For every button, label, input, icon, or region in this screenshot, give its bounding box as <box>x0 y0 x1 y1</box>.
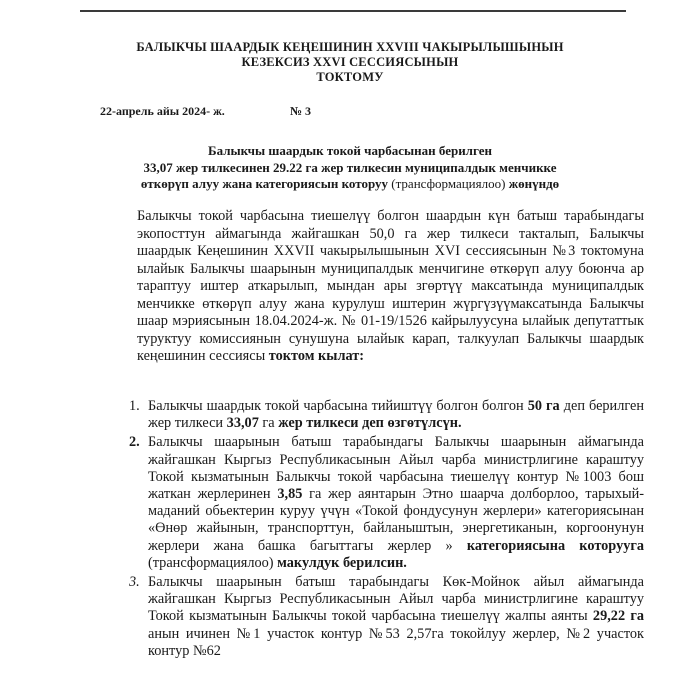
header-line-3: ТОКТОМУ <box>316 70 384 84</box>
item-bold-text: 50 га <box>527 398 560 414</box>
item-text: анын ичинен №1 участок контур №53 2,57га токойлуу жерлер, №2 участок контур №62 <box>148 625 644 659</box>
title-line-3-part-b: (трансформациялоо) <box>391 176 506 191</box>
item-bold-text: жер тилкеси деп өзгөтүлсүн. <box>278 415 462 432</box>
item-text: деп берилген жер тилкеси <box>148 398 645 432</box>
document-number: № 3 <box>290 104 312 118</box>
item-text: га жер аянтарын Этно шаарча долборлоо, тарыхый-маданий обьектерин куруу үчүн «Токой фондусунун жерлери» категориясынан «Өнөр жайынын, транспорттун, байланыштын, энергетиканын, коргоонунун жерлери жана башка багыттагы жерлер » <box>148 486 645 554</box>
title-line-3-part-c: жөнүндө <box>508 176 560 191</box>
title-line-3 <box>60 176 640 193</box>
document-title <box>60 143 640 193</box>
resolution-item-1 <box>129 398 645 432</box>
resolution-item-3 <box>129 574 644 660</box>
item-bold-text: категориясына которууга <box>466 537 645 554</box>
title-line-1: Балыкчы шаардык токой чарбасынан берилген <box>208 143 492 158</box>
item-bold-text: 33,07 <box>226 415 259 432</box>
document-date: 22-апрель айы 2024- ж. <box>100 104 225 118</box>
item-text: Балыкчы шаардык токой чарбасына тийиштүү болгон болгон <box>148 398 524 414</box>
item-text: Балыкчы шаарынын батыш тарабындагы Балыкчы шаарынын аймагында жайгашкан Кыргыз Республикасынын Айыл чарба министрлигине караштуу Токой кызматынын Балыкчы токой чарбасына тиешелүү контур №1003 бош жаткан жерлеринен <box>148 434 644 503</box>
preamble-resolution-phrase: токтом кылат: <box>268 348 365 364</box>
preamble-text <box>137 208 644 366</box>
item-text: (трансформациялоо) <box>148 554 274 571</box>
item-number: 3. <box>129 574 140 591</box>
resolution-item-2 <box>129 434 645 572</box>
preamble-main-text: Балыкчы токой чарбасына тиешелүү болгон шаардын күн батыш тарабындагы экопосттун аймагында жайгашкан 50,0 га жер тилкеси такталып, Балыкчы шаардык Кеңешинин XXVII чакырылышынын XVI сессиясынын №3 токтомуна ылайык Балыкчы шаарынын муниципалдык менчигине өткөрүп алуу боюнча ар тараптуу иштер аткарылып, мындан ары згөртүү максатында муниципалдык менчикке өткөрүп алуу жана курулуш иштерин жүргүзүүмаксатында Балыкчы шаар мэриясынын 18.04.2024-ж. № 01-19/1526 кайрылуусуна ылайык депутаттык туруктуу комиссиянын сунушуна ылайык карап, талкуулап Балыкчы шаардык кеңешинин сессиясы <box>137 208 644 364</box>
item-bold-text: 29,22 га <box>592 608 644 625</box>
item-number: 1. <box>129 398 140 414</box>
header-line-2: КЕЗЕКСИЗ XXVI СЕССИЯСЫНЫН <box>241 55 459 69</box>
item-text: га <box>262 415 275 432</box>
item-bold-text: макулдук берилсин. <box>277 554 407 571</box>
resolution-items <box>129 398 645 662</box>
title-line-2: 33,07 жер тилкесинен 29.22 га жер тилкесин муниципалдык менчикке <box>143 159 557 175</box>
item-number: 2. <box>129 434 140 451</box>
preamble-paragraph <box>137 208 644 366</box>
document-header <box>40 40 660 85</box>
title-line-3-part-a: өткөрүп алуу жана категориясын которуу <box>140 176 389 191</box>
header-line-1: БАЛЫКЧЫ ШААРДЫК КЕҢЕШИНИН XXVIII ЧАКЫРЫЛЫШЫНЫН <box>136 40 564 54</box>
item-text: Балыкчы шаарынын батыш тарабындагы Көк-Мойнок айыл аймагында жайгашкан Кыргыз Республикасынын Айыл чарба министрлигине караштуу Токой кызматынын Балыкчы токой чарбасына тиешелүү жалпы аянты <box>148 574 644 625</box>
item-bold-text: 3,85 <box>277 486 303 503</box>
